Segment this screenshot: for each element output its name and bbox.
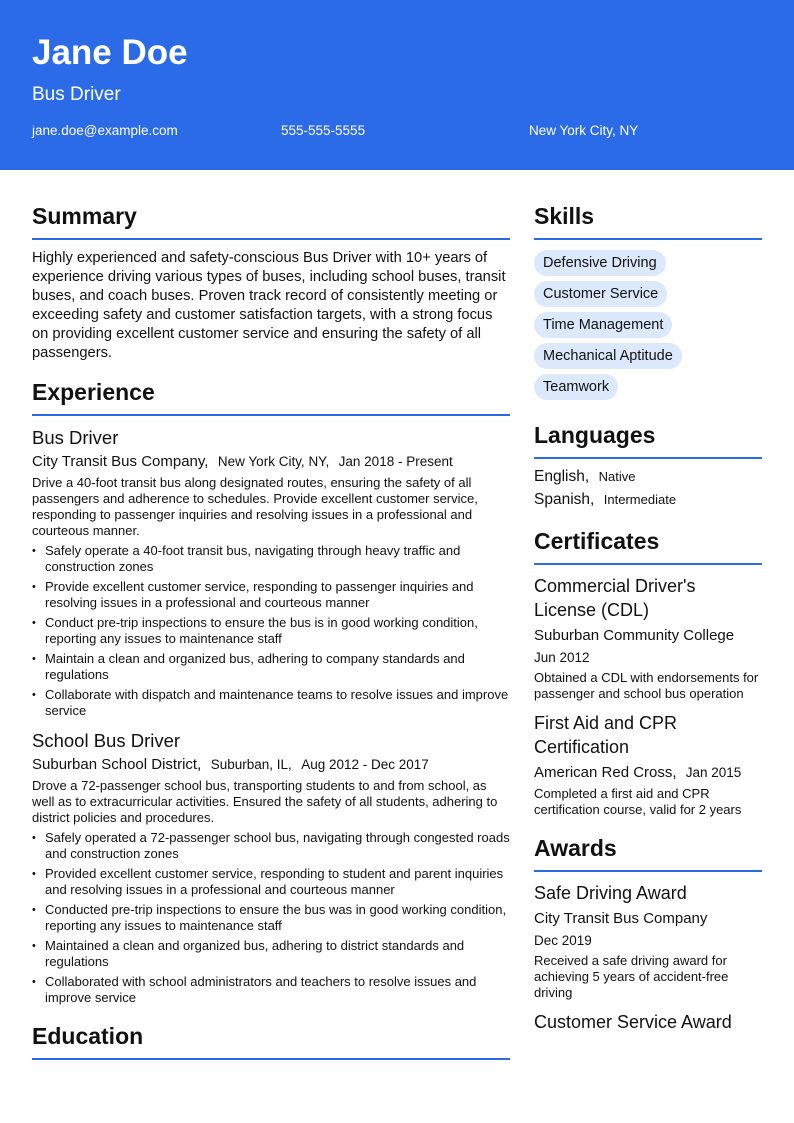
contact-location: New York City, NY xyxy=(529,123,639,138)
education-section xyxy=(32,1020,510,1060)
language-name: Spanish, xyxy=(534,491,595,508)
job-location: New York City, NY, xyxy=(217,454,330,469)
job-bullet: • Conduct pre-trip inspections to ensure the bus is in good working condition, reporting any issues to maintenance staff xyxy=(32,615,510,647)
job-bullet: • Collaborate with dispatch and maintenance teams to resolve issues and improve service xyxy=(32,687,510,719)
education-heading: Education xyxy=(32,1020,510,1060)
resume-header xyxy=(0,0,794,170)
experience-entry xyxy=(32,427,510,719)
certificate-entry xyxy=(534,574,762,702)
experience-heading: Experience xyxy=(32,376,510,416)
award-entry xyxy=(534,881,762,1001)
certificate-description: Obtained a CDL with endorsements for passenger and school bus operation xyxy=(534,670,759,701)
certificate-name: Commercial Driver's License (CDL) xyxy=(534,576,696,620)
job-bullet: • Collaborated with school administrators and teachers to resolve issues and improve service xyxy=(32,974,510,1006)
certificate-date: Jan 2015 xyxy=(685,765,742,780)
summary-section xyxy=(32,200,510,363)
award-entry xyxy=(534,1010,762,1034)
experience-entry xyxy=(32,730,510,1006)
job-title: Bus Driver xyxy=(32,427,119,448)
award-description: Received a safe driving award for achieving 5 years of accident-free driving xyxy=(534,953,729,1000)
award-issuer: City Transit Bus Company xyxy=(534,910,708,927)
job-location: Suburban, IL, xyxy=(210,757,292,772)
job-bullet: • Safely operate a 40-foot transit bus, navigating through heavy traffic and construction zones xyxy=(32,543,510,575)
language-item xyxy=(534,467,762,486)
language-level: Intermediate xyxy=(603,492,677,507)
job-meta xyxy=(32,756,510,774)
job-bullet: • Maintained a clean and organized bus, adhering to district standards and regulations xyxy=(32,938,510,970)
skill-tag: Defensive Driving xyxy=(534,250,666,276)
certificate-date: Jun 2012 xyxy=(534,650,590,665)
certificate-issuer: Suburban Community College xyxy=(534,627,735,644)
skills-list xyxy=(534,250,762,405)
main-column xyxy=(32,200,510,1060)
job-bullets xyxy=(32,543,510,719)
contact-phone[interactable]: 555-555-5555 xyxy=(281,123,366,138)
language-level: Native xyxy=(598,469,636,484)
summary-text: Highly experienced and safety-conscious Bus Driver with 10+ years of experience driving various types of buses, including school buses, transit buses, and coach buses. Proven track record of consistently meeting or exceeding safety and customer satisfaction targets, with a strong focus on providing excellent customer service and ensuring the safety of all passengers. xyxy=(32,250,506,361)
awards-section xyxy=(534,832,762,1034)
job-bullet: • Safely operated a 72-passenger school bus, navigating through congested roads and construction zones xyxy=(32,830,510,862)
contact-email[interactable]: jane.doe@example.com xyxy=(32,123,178,138)
award-name: Customer Service Award xyxy=(534,1012,732,1032)
job-bullet: • Provide excellent customer service, responding to passenger inquiries and resolving issues in a professional and courteous manner xyxy=(32,579,510,611)
skill-tag: Customer Service xyxy=(534,281,667,307)
job-company: Suburban School District, xyxy=(32,756,202,773)
job-title: School Bus Driver xyxy=(32,730,181,751)
language-item xyxy=(534,490,762,509)
skills-heading: Skills xyxy=(534,200,762,240)
skills-section xyxy=(534,200,762,405)
languages-section xyxy=(534,419,762,509)
job-bullet: • Maintain a clean and organized bus, adhering to company standards and regulations xyxy=(32,651,510,683)
side-column xyxy=(534,200,762,1034)
skill-tag: Mechanical Aptitude xyxy=(534,343,682,369)
job-dates: Aug 2012 - Dec 2017 xyxy=(301,757,429,772)
certificate-issuer-line xyxy=(534,763,762,783)
certificate-issuer: American Red Cross, xyxy=(534,764,677,781)
languages-heading: Languages xyxy=(534,419,762,459)
job-bullet: • Conducted pre-trip inspections to ensure the bus was in good working condition, reporting any issues to maintenance staff xyxy=(32,902,510,934)
skill-tag: Teamwork xyxy=(534,374,618,400)
candidate-name: Jane Doe xyxy=(32,33,188,72)
summary-heading: Summary xyxy=(32,200,510,240)
certificate-description: Completed a first aid and CPR certification course, valid for 2 years xyxy=(534,786,742,817)
job-bullets xyxy=(32,830,510,1006)
award-name: Safe Driving Award xyxy=(534,883,687,903)
job-company: City Transit Bus Company, xyxy=(32,453,209,470)
certificates-heading: Certificates xyxy=(534,525,762,565)
language-name: English, xyxy=(534,468,590,485)
job-description: Drive a 40-foot transit bus along designated routes, ensuring the safety of all passengers and adherence to schedules. Provide excellent customer service, responding to passenger inquiries and resolving issues in a professional and courteous manner. xyxy=(32,475,478,538)
job-bullet: • Provided excellent customer service, responding to student and parent inquiries and resolving issues in a professional and courteous manner xyxy=(32,866,510,898)
job-meta xyxy=(32,453,510,471)
job-description: Drove a 72-passenger school bus, transporting students to and from school, as well as to extracurricular activities. Ensured the safety of all students, adhering to district policies and procedures. xyxy=(32,778,498,825)
certificate-name: First Aid and CPR Certification xyxy=(534,713,678,757)
award-date: Dec 2019 xyxy=(534,933,592,948)
skill-tag: Time Management xyxy=(534,312,672,338)
job-dates: Jan 2018 - Present xyxy=(338,454,453,469)
certificates-section xyxy=(534,525,762,818)
certificate-entry xyxy=(534,711,762,818)
experience-section xyxy=(32,376,510,1006)
awards-heading: Awards xyxy=(534,832,762,872)
candidate-role: Bus Driver xyxy=(32,84,121,105)
